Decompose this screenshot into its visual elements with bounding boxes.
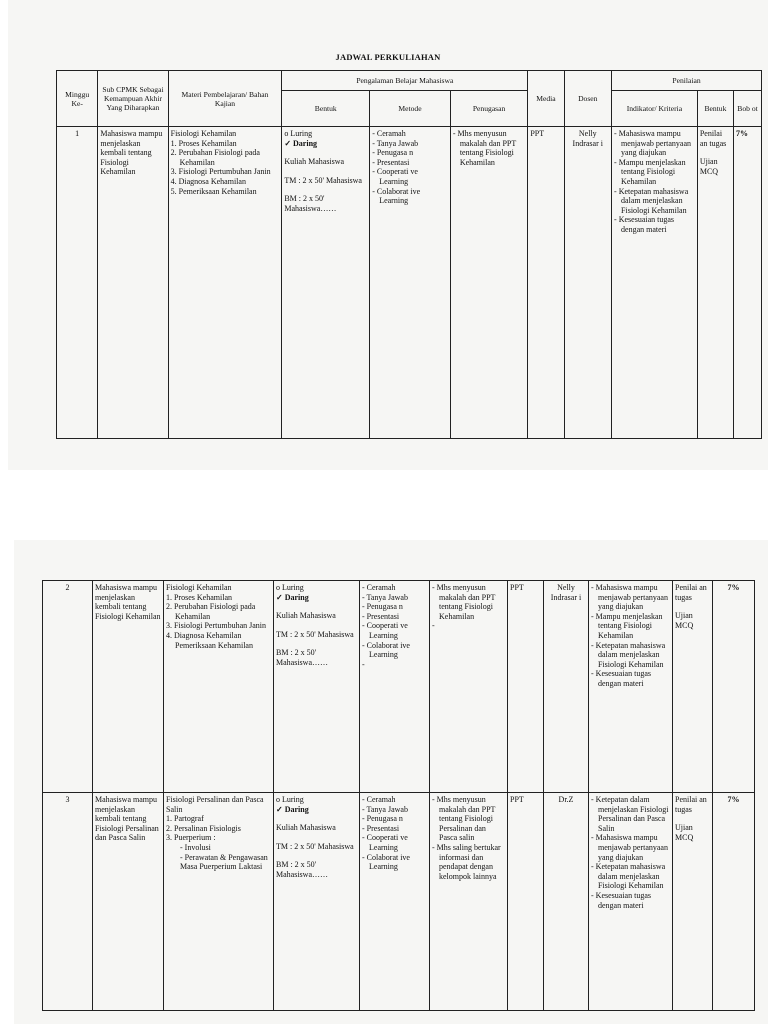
list-item: - Colaborat ive Learning: [362, 640, 410, 660]
cell-media: PPT: [528, 127, 564, 439]
cell-penugasan: [430, 793, 508, 1011]
list-item: - Ketepatan mahasiswa dalam menjelaskan Fisiologi Kehamilan: [591, 862, 666, 891]
page-title: JADWAL PERKULIAHAN: [335, 52, 441, 62]
list-item: - Ceramah: [362, 583, 396, 592]
cell-media: PPT: [508, 581, 544, 793]
list-item: - Mahasiswa mampu menjawab pertanyaan yang diajukan: [614, 129, 692, 158]
cell-minggu: 1: [57, 127, 98, 439]
list-item: - Involusi: [180, 842, 211, 852]
list-item: - Mhs menyusun makalah dan PPT tentang Fisiologi Kehamilan: [432, 583, 496, 621]
penilaian-tugas: Penilai an tugas: [699, 129, 727, 148]
list-item: - Penugasa n: [362, 814, 403, 824]
header-penugasan: Penugasan: [450, 91, 528, 127]
cell-penugasan: [430, 581, 508, 793]
list-item: - Kesesuaian tugas dengan materi: [591, 890, 651, 910]
ujian-mcq: Ujian MCQ: [699, 157, 719, 176]
list-item: - Mhs saling bertukar informasi dan pendapat dengan kelompok lainnya: [432, 842, 501, 881]
cell-bentuk-penilaian: [697, 127, 733, 439]
list-item: - Mhs menyusun makalah dan PPT tentang Fisiologi Persalinan dan Pasca salin: [432, 795, 496, 843]
bentuk-tm: TM : 2 x 50' Mahasiswa: [276, 629, 354, 639]
daring-option: ✓ Daring: [276, 592, 309, 602]
materi-title: Fisiologi Kehamilan: [166, 583, 232, 592]
list-item: - Penugasa n: [362, 602, 403, 612]
daring-option: ✓ Daring: [276, 804, 309, 814]
cell-metode: [370, 127, 451, 439]
list-item: 1. Proses Kehamilan: [166, 592, 232, 602]
header-bentuk-penilaian: Bentuk: [697, 91, 733, 127]
list-item: - Tanya Jawab: [362, 804, 408, 814]
list-item: -: [432, 621, 435, 631]
cell-bentuk: [274, 581, 360, 793]
bentuk-kuliah: Kuliah Mahasiswa: [284, 157, 345, 167]
schedule-table-page-1: [56, 70, 762, 439]
cell-dosen: Nelly Indrasar i: [564, 127, 612, 439]
cell-minggu: 2: [43, 581, 93, 793]
bentuk-bm: BM : 2 x 50' Mahasiswa……: [284, 194, 337, 213]
list-item: - Presentasi: [362, 611, 400, 621]
cell-metode: [360, 793, 430, 1011]
list-item: - Kesesuaian tugas dengan materi: [591, 669, 651, 688]
cell-indikator: [589, 581, 673, 793]
list-item: 4. Diagnosa Kehamilan: [170, 176, 246, 186]
header-materi: Materi Pembelajaran/ Bahan Kajian: [168, 71, 282, 127]
list-item: 5. Pemeriksaan Kehamilan: [170, 186, 257, 196]
header-bobot: Bob ot: [734, 91, 762, 127]
list-item: -: [362, 659, 365, 669]
bentuk-bm: BM : 2 x 50' Mahasiswa……: [276, 860, 328, 879]
cell-indikator: [589, 793, 673, 1011]
list-item: - Cooperati ve Learning: [362, 621, 408, 640]
header-subcpmk: Sub CPMK Sebagai Kemampuan Akhir Yang Diharapkan: [98, 71, 168, 127]
schedule-table-page-2: [42, 580, 755, 1011]
cell-dosen: Nelly Indrasar i: [544, 581, 589, 793]
cell-materi: [168, 127, 282, 439]
cell-bentuk: [282, 127, 370, 439]
list-item: - Presentasi: [372, 157, 410, 167]
list-item: - Mahasiswa mampu menjawab pertanyaan yang diajukan: [591, 583, 668, 612]
list-item: - Cooperati ve Learning: [372, 167, 418, 186]
list-item: 3. Fisiologi Pertumbuhan Janin: [166, 621, 266, 631]
cell-bobot: 7%: [734, 127, 762, 439]
table-row: [57, 127, 762, 439]
list-item: - Ketepatan mahasiswa dalam menjelaskan Fisiologi Kehamilan: [591, 640, 666, 669]
cell-indikator: [612, 127, 698, 439]
document-page-2: [14, 540, 768, 1024]
materi-title: Fisiologi Kehamilan: [170, 129, 237, 138]
bentuk-tm: TM : 2 x 50' Mahasiswa: [284, 175, 362, 185]
list-item: 4. Diagnosa Kehamilan Pemeriksaan Kehamilan: [166, 630, 253, 650]
luring-option: o Luring: [284, 129, 313, 138]
penilaian-tugas: Penilai an tugas: [675, 583, 707, 602]
bentuk-tm: TM : 2 x 50' Mahasiswa: [276, 841, 354, 851]
list-item: - Penugasa n: [372, 148, 414, 158]
daring-option: ✓ Daring: [284, 138, 318, 148]
list-item: 3. Puerperium :: [166, 833, 216, 843]
cell-subcpmk: Mahasiswa mampu menjelaskan kembali tentang Fisiologi Kehamilan: [93, 581, 164, 793]
header-minggu: Minggu Ke-: [57, 71, 98, 127]
list-item: - Kesesuaian tugas dengan materi: [614, 215, 675, 234]
header-media: Media: [528, 71, 564, 127]
bentuk-kuliah: Kuliah Mahasiswa: [276, 823, 336, 833]
list-item: - Ketepatan mahasiswa dalam menjelaskan Fisiologi Kehamilan: [614, 186, 689, 215]
cell-bentuk-penilaian: [673, 581, 713, 793]
header-dosen: Dosen: [564, 71, 612, 127]
list-item: - Ceramah: [372, 129, 406, 138]
table-row: [43, 793, 755, 1011]
cell-bentuk: [274, 793, 360, 1011]
table-row: [43, 581, 755, 793]
cell-materi: [164, 793, 274, 1011]
header-indikator: Indikator/ Kriteria: [612, 91, 698, 127]
list-item: - Mampu menjelaskan tentang Fisiologi Kehamilan: [614, 157, 686, 186]
cell-media: PPT: [508, 793, 544, 1011]
ujian-mcq: Ujian MCQ: [675, 611, 694, 630]
cell-penugasan: [450, 127, 528, 439]
cell-metode: [360, 581, 430, 793]
materi-title: Fisiologi Persalinan dan Pasca Salin: [166, 795, 264, 814]
list-item: 1. Partograf: [166, 814, 204, 824]
header-metode: Metode: [370, 91, 451, 127]
list-item: - Perawatan & Pengawasan Masa Puerperium Laktasi: [180, 852, 268, 872]
ujian-mcq: Ujian MCQ: [675, 823, 694, 842]
header-pengalaman: Pengalaman Belajar Mahasiswa: [282, 71, 528, 91]
cell-bobot: 7%: [713, 793, 755, 1011]
cell-subcpmk: Mahasiswa mampu menjelaskan kembali tentang Fisiologi Kehamilan: [98, 127, 168, 439]
list-item: - Cooperati ve Learning: [362, 833, 408, 852]
list-item: 2. Perubahan Fisiologi pada Kehamilan: [170, 148, 260, 167]
cell-materi: [164, 581, 274, 793]
list-item: 1. Proses Kehamilan: [170, 138, 237, 148]
list-item: - Mampu menjelaskan tentang Fisiologi Kehamilan: [591, 611, 663, 640]
cell-subcpmk: Mahasiswa mampu menjelaskan kembali tentang Fisiologi Persalinan dan Pasca Salin: [93, 793, 164, 1011]
list-item: 2. Perubahan Fisiologi pada Kehamilan: [166, 602, 256, 621]
header-penilaian: Penilaian: [612, 71, 762, 91]
header-bentuk: Bentuk: [282, 91, 370, 127]
list-item: - Ceramah: [362, 795, 396, 804]
list-item: - Mahasiswa mampu menjawab pertanyaan yang diajukan: [591, 833, 668, 862]
list-item: - Colaborat ive Learning: [362, 852, 410, 872]
cell-dosen: Dr.Z: [544, 793, 589, 1011]
luring-option: o Luring: [276, 583, 304, 592]
bentuk-bm: BM : 2 x 50' Mahasiswa……: [276, 648, 328, 667]
list-item: - Tanya Jawab: [362, 592, 408, 602]
cell-bobot: 7%: [713, 581, 755, 793]
cell-minggu: 3: [43, 793, 93, 1011]
luring-option: o Luring: [276, 795, 304, 804]
document-page-1: [8, 0, 768, 470]
list-item: - Presentasi: [362, 823, 400, 833]
cell-bentuk-penilaian: [673, 793, 713, 1011]
list-item: 2. Persalinan Fisiologis: [166, 823, 241, 833]
list-item: - Colaborat ive Learning: [372, 186, 421, 206]
list-item: - Tanya Jawab: [372, 138, 419, 148]
list-item: 3. Fisiologi Pertumbuhan Janin: [170, 167, 271, 177]
bentuk-kuliah: Kuliah Mahasiswa: [276, 611, 336, 621]
penilaian-tugas: Penilai an tugas: [675, 795, 707, 814]
list-item: - Mhs menyusun makalah dan PPT tentang Fisiologi Kehamilan: [452, 129, 517, 167]
list-item: - Ketepatan dalam menjelaskan Fisiologi Persalinan dan Pasca Salin: [591, 795, 669, 833]
